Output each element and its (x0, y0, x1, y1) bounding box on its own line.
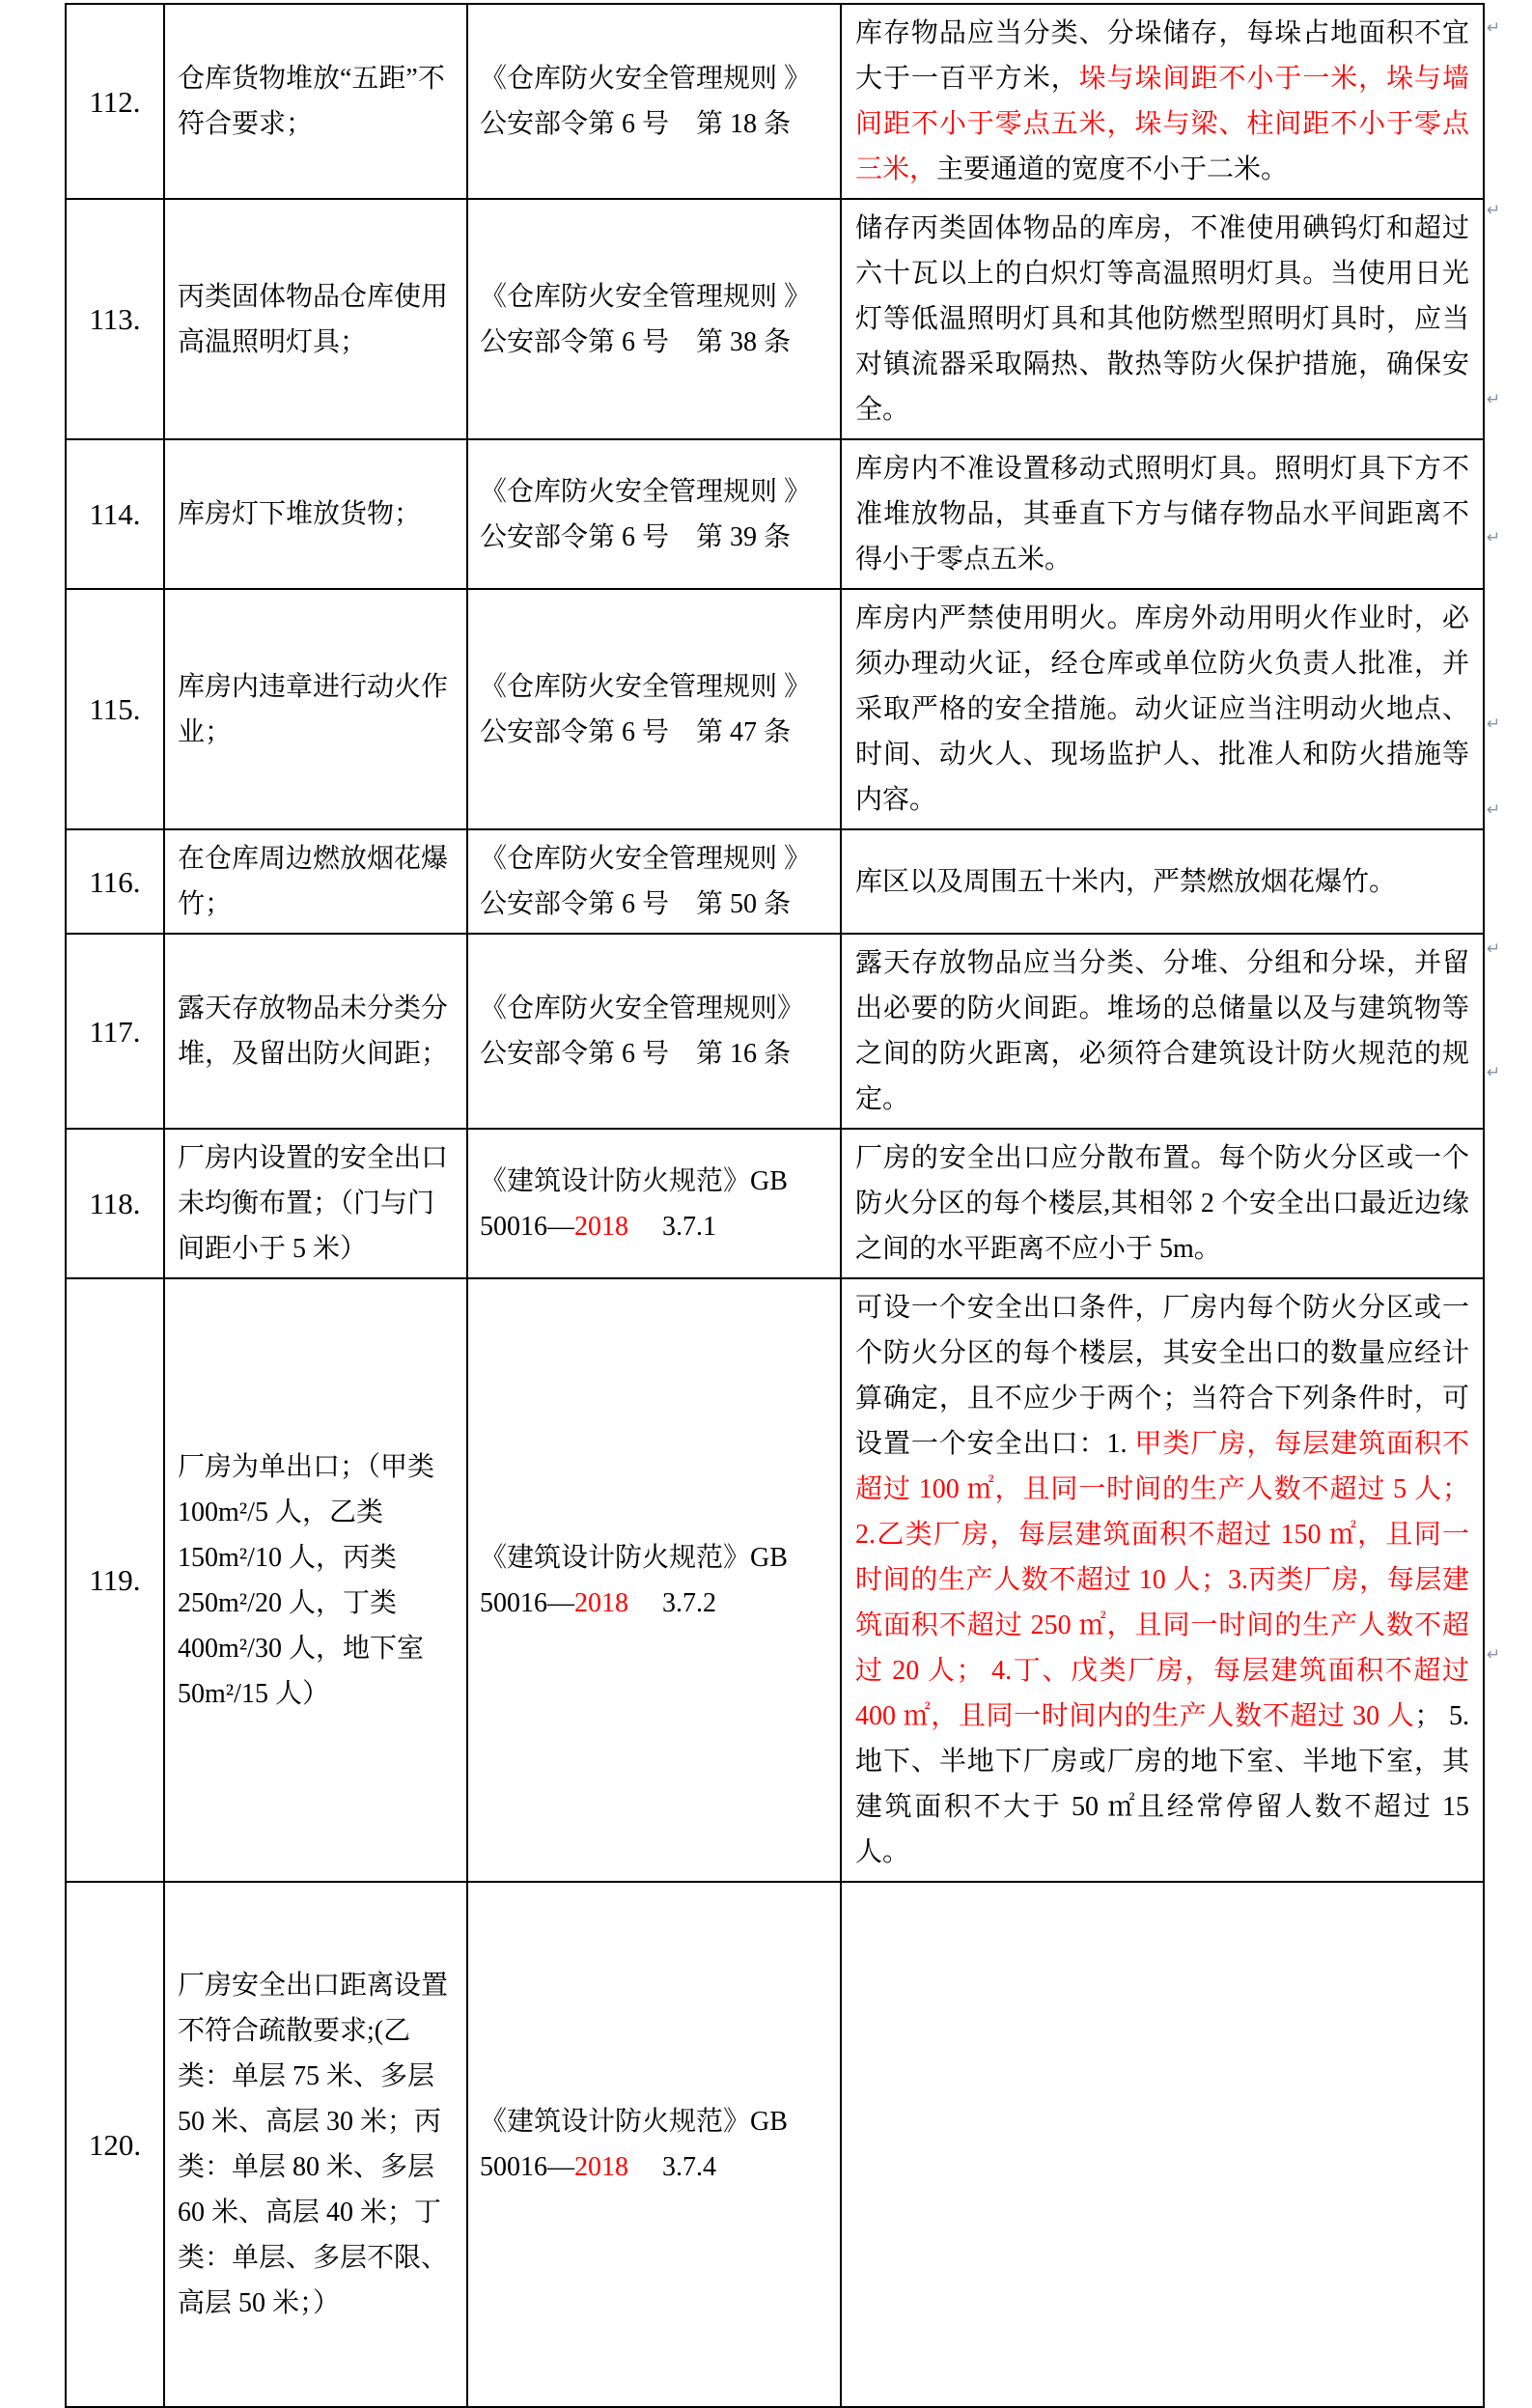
table-row (66, 589, 1484, 829)
violation-text: 库房内违章进行动火作业； (178, 671, 449, 747)
regulation-text: 《仓库防火安全管理规则 》 (480, 671, 812, 702)
row-number: 112. (66, 4, 164, 199)
requirement-detail (841, 589, 1484, 829)
violation-text: 露天存放物品未分类分堆，及留出防火间距； (178, 994, 449, 1069)
regulation-line (480, 274, 828, 320)
regulation-line (480, 515, 828, 560)
text-segment: 主要通道的宽度不小于二米。 (936, 154, 1289, 184)
regulation-text: 《建筑设计防火规范》GB (480, 2107, 788, 2137)
regulation-text: 《建筑设计防火规范》GB (480, 1165, 788, 1196)
regulation-line (480, 1159, 828, 1204)
violation-text: 库房灯下堆放货物； (178, 499, 422, 529)
text-segment: 库房内不准设置移动式照明灯具。照明灯具下方不准堆放物品，其垂直下方与储存物品水平间距离不得小于零点五米。 (855, 454, 1469, 574)
requirement-detail (841, 1278, 1484, 1882)
table-row (66, 4, 1484, 199)
violation-description (164, 1129, 467, 1278)
regulation-text: 50016— (480, 1211, 574, 1242)
row-number: 118. (66, 1129, 164, 1278)
paragraph-mark-icon: ↵ (1487, 800, 1501, 820)
paragraph-mark-icon: ↵ (1487, 18, 1501, 38)
regulation-text: 2018 (574, 1587, 628, 1618)
requirement-text (855, 596, 1469, 823)
requirement-detail (841, 829, 1484, 934)
violation-description (164, 829, 467, 934)
table-row (66, 934, 1484, 1129)
paragraph-mark-icon: ↵ (1487, 528, 1501, 547)
regulation-text: 公安部令第 6 号 第 16 条 (480, 1039, 792, 1069)
regulation-line (480, 1535, 828, 1581)
text-segment: 厂房的安全出口应分散布置。每个防火分区或一个防火分区的每个楼层,其相邻 2 个安全出口最近边缘之间的水平距离不应小于 5m。 (855, 1143, 1469, 1264)
paragraph-mark-icon: ↵ (1487, 1645, 1501, 1665)
regulation-reference (467, 934, 841, 1129)
regulation-line (480, 664, 828, 710)
regulation-line (480, 710, 828, 755)
violation-description (164, 1278, 467, 1882)
paragraph-mark-icon: ↵ (1487, 390, 1501, 409)
regulation-text: 公安部令第 6 号 第 18 条 (480, 109, 792, 139)
table-row (66, 1129, 1484, 1278)
requirement-detail (841, 1882, 1484, 2407)
regulation-text: 3.7.1 (628, 1211, 717, 1242)
regulation-text: 《仓库防火安全管理规则 》 (480, 64, 812, 94)
row-number: 120. (66, 1882, 164, 2407)
requirement-text (855, 1285, 1469, 1875)
text-segment: 库房内严禁使用明火。库房外动用明火作业时，必须办理动火证，经仓库或单位防火负责人批准，并采取严格的安全措施。动火证应当注明动火地点、时间、动火人、现场监护人、批准人和防火措施等内容。 (855, 603, 1469, 815)
requirement-text (855, 11, 1469, 192)
regulation-line (480, 882, 828, 927)
paragraph-mark-icon: ↵ (1487, 939, 1501, 959)
paragraph-mark-icon: ↵ (1487, 1063, 1501, 1082)
regulation-text: 50016— (480, 1587, 574, 1618)
regulation-line (480, 1581, 828, 1626)
requirement-detail (841, 1129, 1484, 1278)
requirement-detail (841, 934, 1484, 1129)
regulation-text: 公安部令第 6 号 第 39 条 (480, 521, 792, 552)
text-segment: 露天存放物品应当分类、分堆、分组和分垛，并留出必要的防火间距。堆场的总储量以及与建筑物等之间的防火距离，必须符合建筑设计防火规范的规定。 (855, 948, 1469, 1114)
requirement-detail (841, 199, 1484, 439)
regulation-text: 《建筑设计防火规范》GB (480, 1542, 788, 1573)
text-segment: 库区以及周围五十米内，严禁燃放烟花爆竹。 (855, 866, 1397, 897)
violation-text: 仓库货物堆放“五距”不符合要求； (178, 64, 445, 139)
regulation-text: 《仓库防火安全管理规则 》 (480, 476, 812, 507)
violation-description (164, 4, 467, 199)
regulation-text: 公安部令第 6 号 第 50 条 (480, 889, 792, 919)
regulation-line (480, 1204, 828, 1249)
table-row (66, 1882, 1484, 2407)
regulation-reference (467, 1129, 841, 1278)
regulation-text: 3.7.2 (628, 1587, 717, 1618)
row-number: 119. (66, 1278, 164, 1882)
violation-description (164, 439, 467, 589)
regulation-line (480, 56, 828, 101)
regulation-text: 50016— (480, 2152, 574, 2182)
regulation-reference (467, 4, 841, 199)
regulation-line (480, 1031, 828, 1077)
regulation-reference (467, 439, 841, 589)
row-number: 116. (66, 829, 164, 934)
regulation-line (480, 2099, 828, 2144)
regulation-line (480, 101, 828, 147)
regulation-text: 2018 (574, 2152, 628, 2182)
regulation-line (480, 469, 828, 515)
requirement-detail (841, 439, 1484, 589)
regulation-reference (467, 829, 841, 934)
violation-description (164, 199, 467, 439)
violation-description (164, 589, 467, 829)
fire-safety-violations-table (65, 3, 1485, 2408)
violation-text: 丙类固体物品仓库使用高温照明灯具； (178, 281, 449, 357)
requirement-text (855, 206, 1469, 433)
violation-description (164, 934, 467, 1129)
regulation-reference (467, 1882, 841, 2407)
text-segment: 垛与垛间距不小于一米，垛与墙间距不小于零点五米，垛与梁、柱间距不小于零点三米， (855, 64, 1469, 184)
violation-text: 厂房为单出口；（甲类100m²/5 人，乙类150m²/10 人，丙类250m²/20 人，丁类400m²/30 人，地下室50m²/15 人） (178, 1451, 435, 1709)
regulation-text: 公安部令第 6 号 第 47 条 (480, 716, 792, 747)
regulation-reference (467, 199, 841, 439)
regulation-line (480, 320, 828, 365)
regulation-text: 2018 (574, 1211, 628, 1242)
paragraph-mark-icon: ↵ (1487, 201, 1501, 220)
text-segment: 甲类厂房，每层建筑面积不超过 100 ㎡，且同一时间的生产人数不超过 5 人；2.乙类厂房，每层建筑面积不超过 150 ㎡，且同一时间的生产人数不超过 10 人；3.丙类厂房，每层建筑面积不超过 250 ㎡，且同一时间的生产人数不超过 20 人； 4.丁、戊类厂房，每层建筑面积不超过 400 ㎡，且同一时间内的生产人数不超过 30 人 (855, 1429, 1469, 1731)
regulation-text: 《仓库防火安全管理规则》 (480, 994, 805, 1023)
violation-text: 厂房安全出口距离设置不符合疏散要求;(乙类：单层 75 米、多层 50 米、高层 30 米；丙类：单层 80 米、多层 60 米、高层 40 米；丁类：单层、多层不限、高层 50 米；） (178, 1971, 449, 2318)
text-segment: 可设一个安全出口条件，厂房内每个防火分区或一个防火分区的每个楼层，其安全出口的数量应经计算确定，且不应少于两个；当符合下列条件时，可设置一个安全出口：1. (855, 1293, 1469, 1459)
regulation-line (480, 986, 828, 1031)
requirement-text (855, 940, 1469, 1122)
row-number: 113. (66, 199, 164, 439)
row-number: 115. (66, 589, 164, 829)
requirement-detail (841, 4, 1484, 199)
regulation-text: 3.7.4 (628, 2152, 717, 2182)
regulation-reference (467, 1278, 841, 1882)
regulation-text: 公安部令第 6 号 第 38 条 (480, 326, 792, 357)
row-number: 117. (66, 934, 164, 1129)
regulation-text: 《仓库防火安全管理规则 》 (480, 844, 812, 874)
table-row (66, 829, 1484, 934)
text-segment: 储存丙类固体物品的库房，不准使用碘钨灯和超过六十瓦以上的白炽灯等高温照明灯具。当使用日光灯等低温照明灯具和其他防燃型照明灯具时，应当对镇流器采取隔热、散热等防火保护措施，确保安全。 (855, 213, 1469, 425)
requirement-text (855, 859, 1469, 905)
table-row (66, 199, 1484, 439)
paragraph-mark-icon: ↵ (1487, 714, 1501, 734)
regulation-line (480, 836, 828, 882)
row-number: 114. (66, 439, 164, 589)
violation-text: 在仓库周边燃放烟花爆竹； (178, 844, 449, 919)
text-segment: ； 5.地下、半地下厂房或厂房的地下室、半地下室，其建筑面积不大于 50 ㎡且经常停留人数不超过 15 人。 (855, 1701, 1469, 1867)
table-row (66, 1278, 1484, 1882)
text-segment: 库存物品应当分类、分垛储存，每垛占地面积不宜大于一百平方米， (855, 18, 1469, 94)
violation-text: 厂房内设置的安全出口未均衡布置；（门与门间距小于 5 米） (178, 1143, 449, 1264)
table-row (66, 439, 1484, 589)
requirement-text (855, 446, 1469, 582)
requirement-text (855, 1135, 1469, 1272)
regulation-reference (467, 589, 841, 829)
regulation-text: 《仓库防火安全管理规则 》 (480, 281, 812, 312)
violation-description (164, 1882, 467, 2407)
